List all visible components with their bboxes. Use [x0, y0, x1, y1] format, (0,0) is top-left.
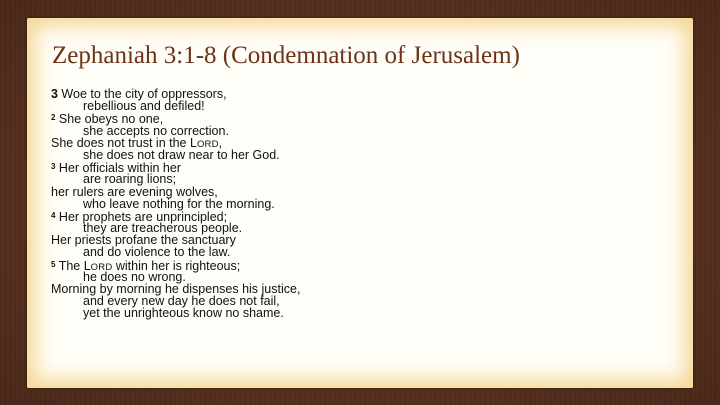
line-text: within her is righteous;: [112, 258, 241, 273]
line-text: Her priests profane the sanctuary: [51, 233, 236, 248]
passage-line: [51, 198, 611, 210]
line-text: ,: [218, 135, 223, 150]
line-text: yet the unrighteous know no shame.: [83, 306, 284, 321]
verse-number: 3: [51, 162, 56, 172]
verse-number: 2: [51, 113, 56, 123]
lord-smallcaps-initial: L: [189, 135, 197, 150]
lord-smallcaps-rest: ORD: [90, 261, 113, 273]
line-text: rebellious and defiled!: [83, 99, 205, 114]
lord-smallcaps-rest: ORD: [196, 138, 219, 150]
passage-line: [51, 307, 611, 319]
scripture-passage: [51, 88, 611, 320]
line-text: and do violence to the law.: [83, 245, 231, 260]
line-text: Her prophets are unprincipled;: [55, 209, 228, 224]
verse-number: 3: [51, 87, 58, 101]
line-text: Woe to the city of oppressors,: [57, 87, 227, 101]
line-text: she accepts no correction.: [83, 123, 229, 138]
passage-line: [51, 149, 611, 161]
line-text: her rulers are evening wolves,: [51, 184, 218, 199]
line-text: they are treacherous people.: [83, 221, 243, 236]
line-text: She does not trust in the: [51, 135, 190, 150]
line-text: The: [55, 258, 84, 273]
passage-line: [51, 246, 611, 258]
lord-smallcaps-initial: L: [83, 258, 91, 273]
slide-title: Zephaniah 3:1-8 (Condemnation of Jerusalem): [52, 42, 520, 69]
passage-line: [51, 100, 611, 112]
line-text: Her officials within her: [55, 161, 181, 176]
line-text: she does not draw near to her God.: [83, 147, 280, 162]
verse-number: 4: [51, 210, 56, 220]
line-text: She obeys no one,: [55, 112, 164, 127]
line-text: he does no wrong.: [83, 269, 186, 284]
line-text: are roaring lions;: [83, 172, 177, 187]
line-text: Morning by morning he dispenses his justice,: [51, 282, 301, 296]
line-text: and every new day he does not fail,: [83, 294, 280, 309]
line-text: who leave nothing for the morning.: [83, 196, 275, 211]
verse-number: 5: [51, 259, 56, 269]
